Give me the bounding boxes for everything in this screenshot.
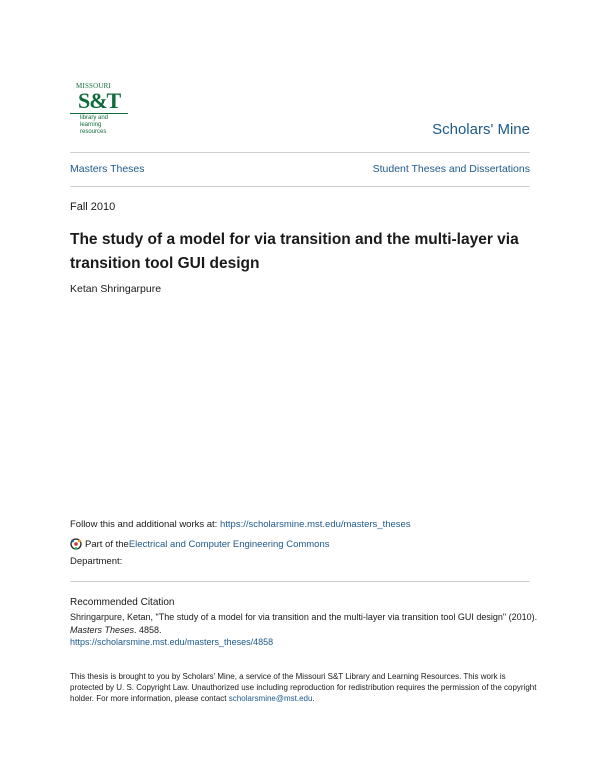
top-divider — [70, 152, 530, 153]
publication-date: Fall 2010 — [70, 201, 116, 213]
nav-divider — [70, 186, 530, 187]
part-of-line — [70, 538, 330, 550]
student-theses-link[interactable]: Student Theses and Dissertations — [372, 163, 530, 175]
logo-sub-line2: learning resources — [80, 122, 107, 135]
contact-email-link[interactable]: scholarsmine@mst.edu — [228, 694, 313, 703]
citation-number: . 4858. — [134, 624, 162, 635]
follow-url-link[interactable]: https://scholarsmine.mst.edu/masters_theses — [219, 519, 411, 530]
notice-text: This thesis is brought to you by Scholars' Mine, a service of the Missouri S&T Library and Learning Resources. This work is protected by U. S. Copyright Law. Unauthorized use including reproduction for redistribution requires the permission of the copyright holder. For more information, please contact — [70, 672, 537, 703]
follow-prefix: Follow this and additional works at: — [70, 519, 220, 530]
follow-line — [70, 519, 411, 530]
mst-logo[interactable] — [70, 82, 128, 136]
part-prefix: Part of the — [85, 538, 129, 550]
citation-text: Shringarpure, Ketan, "The study of a model for via transition and the multi-layer via transition tool GUI design" (2010). — [70, 612, 538, 622]
masters-theses-link[interactable]: Masters Theses — [70, 163, 145, 175]
citation-url-link[interactable]: https://scholarsmine.mst.edu/masters_theses/4858 — [70, 637, 274, 647]
citation-divider — [70, 581, 530, 582]
network-icon — [70, 538, 82, 550]
notice-end: . — [312, 694, 315, 703]
logo-divider — [70, 113, 128, 114]
copyright-notice — [70, 671, 540, 704]
logo-top-text: MISSOURI — [76, 82, 112, 90]
paper-title: The study of a model for via transition and the multi-layer via transition tool GUI design — [70, 231, 519, 272]
logo-mark: S&T — [78, 88, 121, 113]
logo-sub-line1: library and — [80, 115, 109, 121]
commons-link[interactable]: Electrical and Computer Engineering Commons — [128, 538, 330, 550]
department-label: Department: — [70, 556, 123, 567]
citation-series: Masters Theses — [70, 624, 135, 635]
scholars-mine-link[interactable]: Scholars' Mine — [432, 121, 530, 138]
citation-heading: Recommended Citation — [70, 597, 175, 608]
author-name: Ketan Shringarpure — [70, 283, 162, 295]
citation-body — [70, 611, 540, 649]
